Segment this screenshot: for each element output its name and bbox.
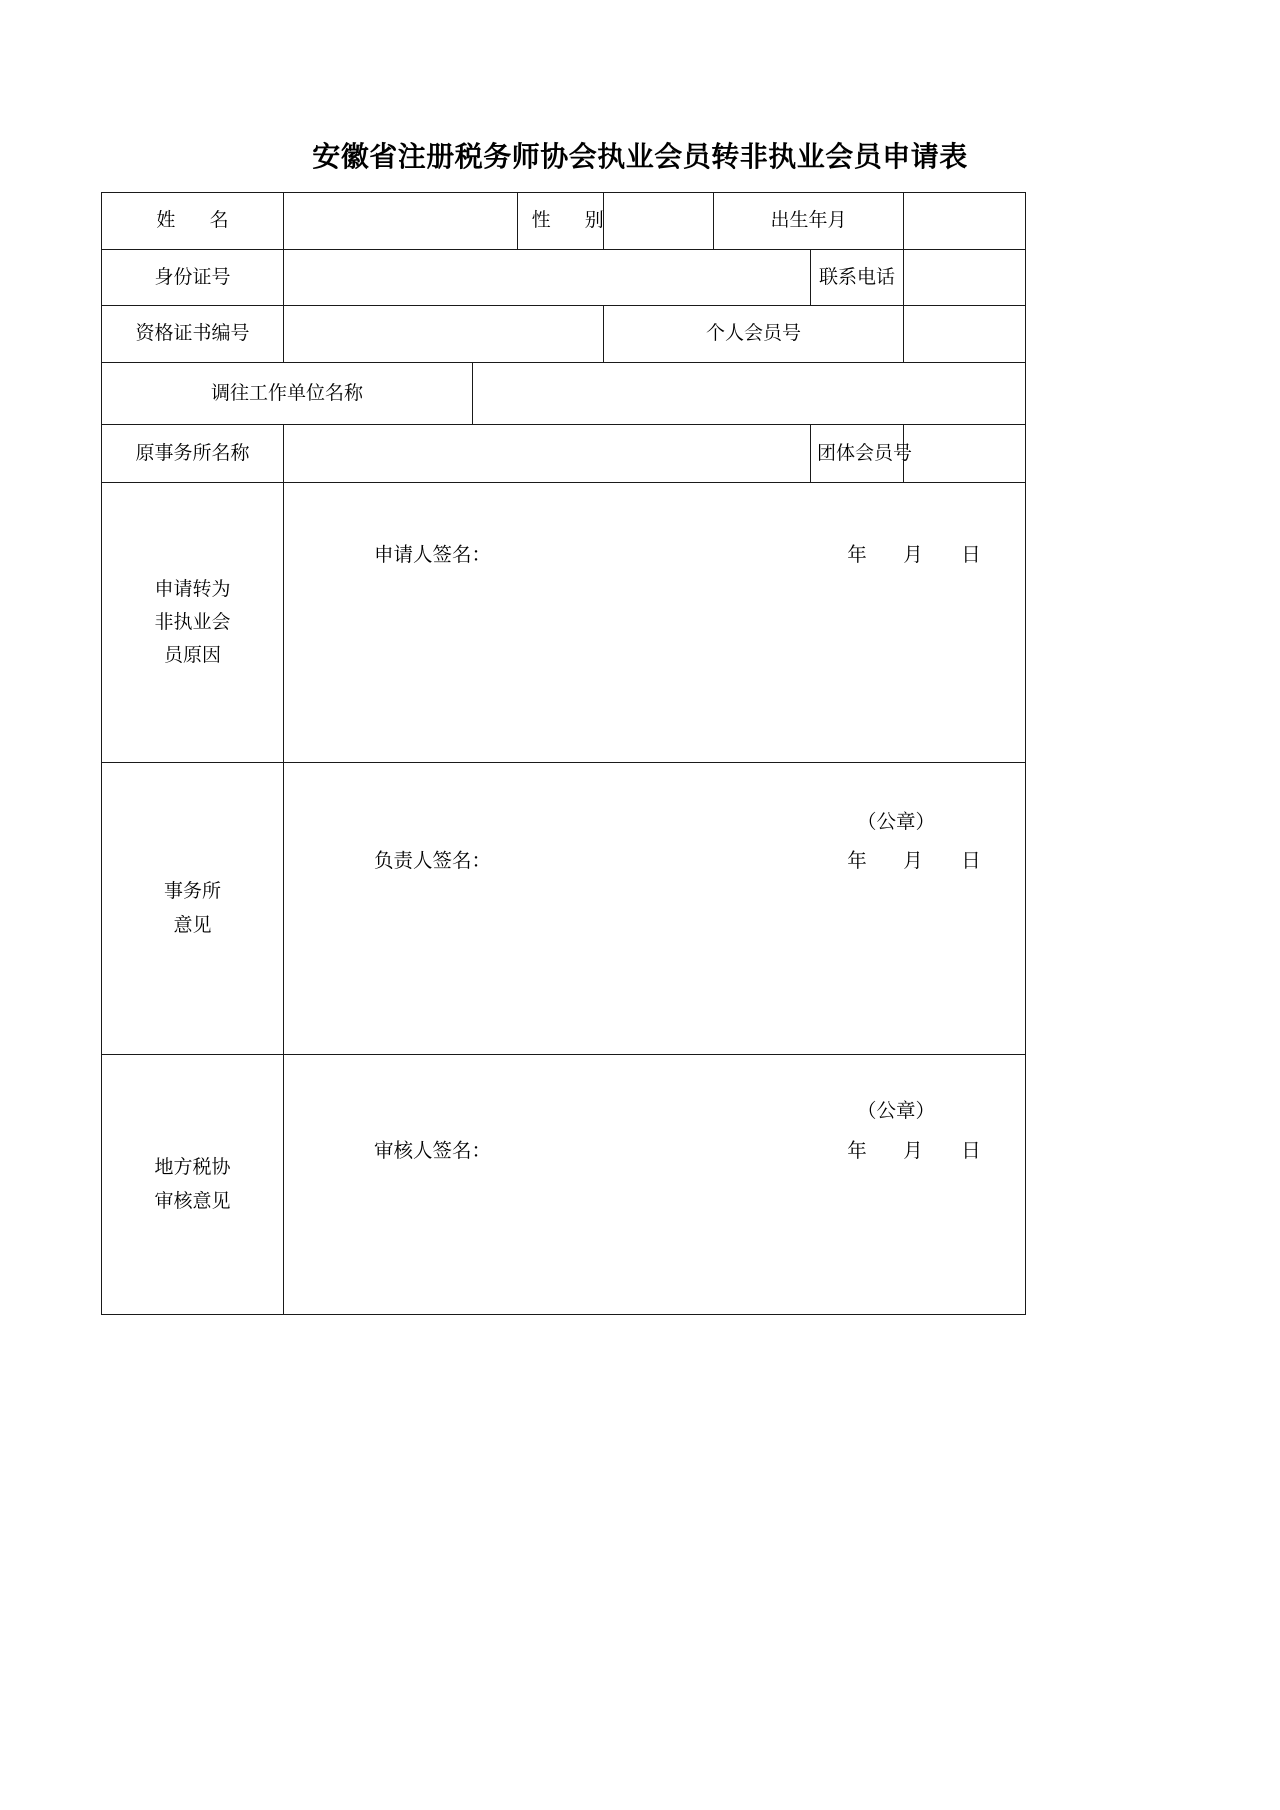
input-gender[interactable]	[604, 193, 714, 250]
table-row-certificate	[102, 306, 1026, 363]
date-month-review: 月	[903, 1140, 923, 1162]
page-title: 安徽省注册税务师协会执业会员转非执业会员申请表	[312, 141, 968, 172]
label-reason-line-3: 员原因	[163, 645, 221, 667]
input-new-employer[interactable]	[473, 363, 1026, 425]
label-firm-opinion-line-2: 意见	[173, 914, 212, 936]
label-phone: 联系电话	[811, 250, 904, 306]
label-name: 姓 名	[102, 193, 284, 250]
input-association-review-body[interactable]	[284, 1055, 1026, 1315]
label-manager-signature: 负责人签名：	[374, 850, 492, 872]
table-row-id-phone	[102, 250, 1026, 306]
label-reason-line-1: 申请转为	[154, 578, 231, 600]
input-group-member-number[interactable]	[904, 425, 1026, 483]
date-year-review: 年	[847, 1140, 867, 1162]
table-row-new-employer	[102, 363, 1026, 425]
firm-opinion-seal-label: （公章）	[857, 811, 936, 833]
label-reason	[102, 483, 284, 763]
input-former-firm[interactable]	[284, 425, 811, 483]
label-reason-line-2: 非执业会	[154, 611, 231, 633]
label-association-review-line-2: 审核意见	[154, 1190, 231, 1212]
label-firm-opinion	[102, 763, 284, 1055]
section-reason	[102, 483, 1026, 763]
label-applicant-signature: 申请人签名：	[374, 544, 492, 566]
label-gender: 性 别	[518, 193, 604, 250]
date-month-reason: 月	[903, 544, 923, 566]
date-day-firm: 日	[961, 850, 981, 872]
section-association-review	[102, 1055, 1026, 1315]
date-day-review: 日	[961, 1140, 981, 1162]
reason-date-fields	[829, 539, 1001, 567]
label-new-employer: 调往工作单位名称	[102, 363, 473, 425]
label-birth-date: 出生年月	[714, 193, 904, 250]
date-year-firm: 年	[847, 850, 867, 872]
table-row-basic-info	[102, 193, 1026, 250]
reason-signature-line	[284, 539, 1025, 567]
input-firm-opinion-body[interactable]	[284, 763, 1026, 1055]
input-id-number[interactable]	[284, 250, 811, 306]
label-group-member-number: 团体会员号	[811, 425, 904, 483]
application-form-table	[101, 192, 1026, 1315]
section-firm-opinion	[102, 763, 1026, 1055]
firm-opinion-date-fields	[829, 845, 1001, 873]
label-association-review	[102, 1055, 284, 1315]
input-personal-member-number[interactable]	[904, 306, 1026, 363]
label-personal-member-number: 个人会员号	[604, 306, 904, 363]
date-day-reason: 日	[961, 544, 981, 566]
date-month-firm: 月	[903, 850, 923, 872]
input-birth-date[interactable]	[904, 193, 1026, 250]
association-review-seal-label: （公章）	[857, 1100, 936, 1122]
input-reason-body[interactable]	[284, 483, 1026, 763]
input-phone[interactable]	[904, 250, 1026, 306]
label-association-review-line-1: 地方税协	[154, 1157, 231, 1179]
label-reviewer-signature: 审核人签名：	[374, 1140, 492, 1162]
label-id-number: 身份证号	[102, 250, 284, 306]
table-row-former-firm	[102, 425, 1026, 483]
association-review-signature-line	[284, 1135, 1025, 1163]
label-former-firm: 原事务所名称	[102, 425, 284, 483]
firm-opinion-signature-line	[284, 845, 1025, 873]
association-review-date-fields	[829, 1135, 1001, 1163]
input-name[interactable]	[284, 193, 518, 250]
date-year-reason: 年	[847, 544, 867, 566]
label-firm-opinion-line-1: 事务所	[163, 881, 221, 903]
input-certificate-number[interactable]	[284, 306, 604, 363]
label-certificate-number: 资格证书编号	[102, 306, 284, 363]
